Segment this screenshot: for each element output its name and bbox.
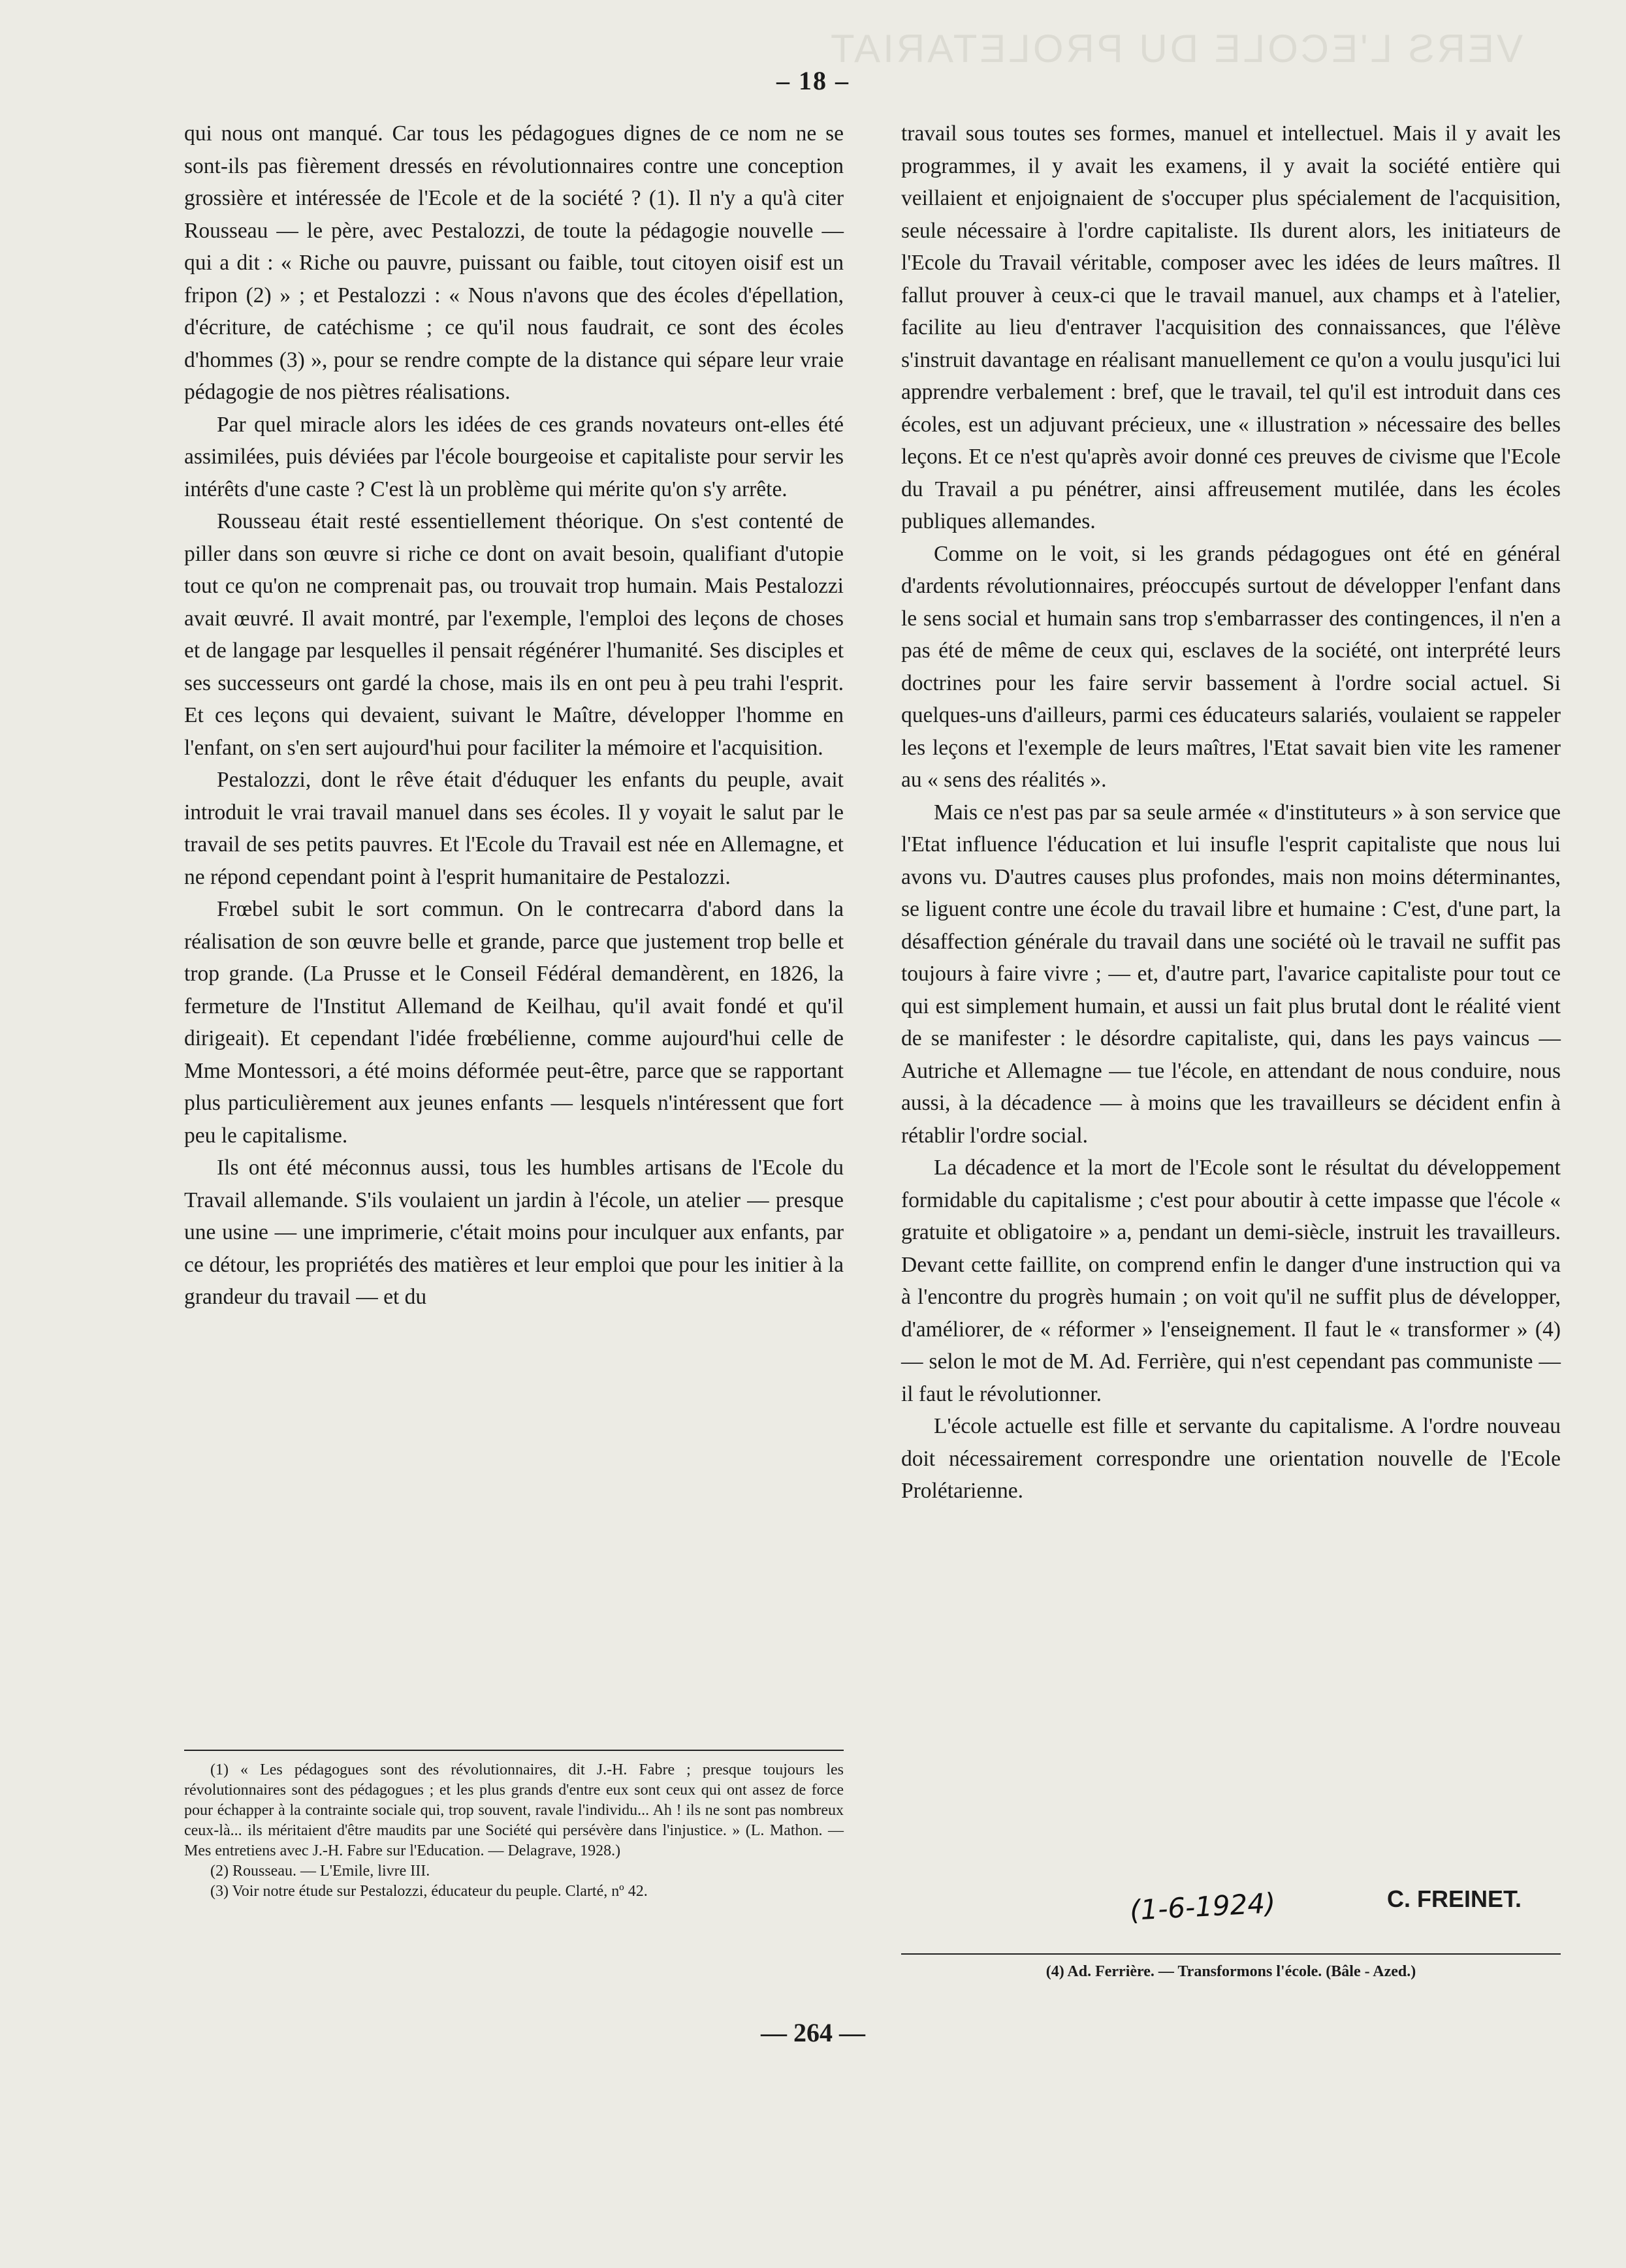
- footnote-3: (3) Voir notre étude sur Pestalozzi, éducateur du peuple. Clarté, nº 42.: [210, 1883, 648, 1900]
- signature-block: [901, 1885, 1561, 1938]
- left-footnotes: [184, 1750, 844, 1902]
- right-paragraph-1: travail sous toutes ses formes, manuel et intellectuel. Mais il y avait les programmes, il y avait les examens, il y avait la société entière qui veillaient et enjoignaient de s'occuper plus spécialement de l'acquisition, seule nécessaire à l'ordre capitaliste. Ils durent alors, les initiateurs de l'Ecole du Travail véritable, composer avec les idées de leurs maîtres. Il fallut prouver à ceux-ci que le travail manuel, aux champs et à l'atelier, facilite au lieu d'entraver l'acquisition des connaissances, que l'élève s'instruit davantage en réalisant manuellement ce qu'on a voulu jusqu'ici lui apprendre verbalement : bref, que le travail, tel qu'il est introduit dans ces écoles, est un adjuvant précieux, une « illustration » nécessaire des belles leçons. Et ce n'est qu'après avoir donné ces preuves de civisme que l'Ecole du Travail a pu pénétrer, ainsi affreusement mutilée, dans les écoles publiques allemandes.: [901, 121, 1561, 533]
- left-paragraph-2: Par quel miracle alors les idées de ces grands novateurs ont-elles été assimilées, puis déviées par l'école bourgeoise et capitaliste pour servir les intérêts d'une caste ? C'est là un problème qui mérite qu'on s'y arrête.: [184, 412, 844, 501]
- right-paragraph-3: Mais ce n'est pas par sa seule armée « d'instituteurs » à son service que l'Etat influence l'éducation et lui insufle l'esprit capitaliste que nous lui avons vu. D'autres causes plus profondes, mais non moins déterminantes, se liguent contre une école du travail libre et humaine : C'est, d'une part, la désaffection générale du travail dans une société où le travail ne suffit pas toujours à faire vivre ; — et, d'autre part, l'avarice capitaliste pour tout ce qui est simplement humain, et aussi un fait plus brutal dont le réalité vient de se manifester : le désordre capitaliste, qui, dans les pays vaincus — Autriche et Allemagne — tue l'école, en attendant de nous conduire, nous aussi, à la décadence — à moins que les travailleurs se décident enfin à rétablir l'ordre social.: [901, 800, 1561, 1148]
- right-column: [901, 118, 1561, 1507]
- footnote-4: (4) Ad. Ferrière. — Transformons l'école. (Bâle - Azed.): [901, 1953, 1561, 1982]
- left-paragraph-5: Frœbel subit le sort commun. On le contrecarra d'abord dans la réalisation de son œuvre belle et grande, parce que justement trop belle et trop grande. (La Prusse et le Conseil Fédéral demandèrent, en 1826, la fermeture de l'Institut Allemand de Keilhau, qu'il avait fondé et qu'il dirigeait). Et cependant l'idée frœbélienne, comme aujourd'hui celle de Mme Montessori, a été moins déformée peut-être, parce que se rapportant plus particulièrement aux jeunes enfants — lesquels n'intéressent que fort peu le capitalisme.: [184, 897, 844, 1148]
- footnote-1: (1) « Les pédagogues sont des révolutionnaires, dit J.-H. Fabre ; presque toujours les révolutionnaires sont des pédagogues ; et les plus grands d'entre eux sont ceux qui ont assez de force pour échapper à la contrainte sociale qui, trop souvent, ravale l'individu... Ah ! ils ne sont pas nombreux ceux-là... ils méritaient d'être maudits par une Société qui persévère dans l'injustice. » (L. Mathon. — Mes entretiens avec J.-H. Fabre sur l'Education. — Delagrave, 1928.): [184, 1761, 844, 1859]
- right-paragraph-5: L'école actuelle est fille et servante du capitalisme. A l'ordre nouveau doit nécessairement correspondre une orientation nouvelle de l'Ecole Prolétarienne.: [901, 1414, 1561, 1503]
- page-number-bottom: — 264 —: [761, 2018, 865, 2047]
- left-paragraph-6: Ils ont été méconnus aussi, tous les humbles artisans de l'Ecole du Travail allemande. S'ils voulaient un jardin à l'école, un atelier — presque une usine — une imprimerie, c'était moins pour inculquer aux enfants, par ce détour, les propriétés des matières et leur emploi que pour les initier à la grandeur du travail — et du: [184, 1156, 844, 1309]
- footnote-2: (2) Rousseau. — L'Emile, livre III.: [210, 1863, 430, 1880]
- author-name: C. FREINET.: [1386, 1885, 1522, 1912]
- right-paragraph-2: Comme on le voit, si les grands pédagogues ont été en général d'ardents révolutionnaires, préoccupés surtout de développer l'enfant dans le sens social et humain sans trop s'embarrasser des contingences, il n'en a pas été de même de ceux qui, esclaves de la société, ont interprété leurs doctrines pour les faire servir bassement à l'ordre social actuel. Si quelques-uns d'ailleurs, parmi ces éducateurs salariés, voulaient se rappeler les leçons et l'exemple de leurs maîtres, l'Etat savait bien vite les ramener au « sens des réalités ».: [901, 541, 1561, 792]
- left-paragraph-1: qui nous ont manqué. Car tous les pédagogues dignes de ce nom ne se sont-ils pas fièrement dressés en révolutionnaires contre une conception grossière et intéressée de l'Ecole et de la société ? (1). Il n'y a qu'à citer Rousseau — le père, avec Pestalozzi, de toute la pédagogie nouvelle — qui a dit : « Riche ou pauvre, puissant ou faible, tout citoyen oisif est un fripon (2) » ; et Pestalozzi : « Nous n'avons que des écoles d'épellation, d'écriture, de catéchisme ; ce qu'il nous faudrait, ce sont des écoles d'hommes (3) », pour se rendre compte de la distance qui sépare leur vraie pédagogie de nos piètres réalisations.: [184, 121, 844, 404]
- left-paragraph-3: Rousseau était resté essentiellement théorique. On s'est contenté de piller dans son œuvre si riche ce dont on avait besoin, qualifiant d'utopie tout ce qu'on ne comprenait pas, ou trouvait trop humain. Mais Pestalozzi avait œuvré. Il avait montré, par l'exemple, l'emploi des leçons de choses et de langage par lesquelles il pensait régénérer l'humanité. Ses disciples et ses successeurs ont gardé la chose, mais ils en ont peu à peu trahi l'esprit. Et ces leçons qui devaient, suivant le Maître, développer l'homme en l'enfant, on s'en sert aujourd'hui pour faciliter la mémoire et l'acquisition.: [184, 509, 844, 760]
- right-paragraph-4: La décadence et la mort de l'Ecole sont le résultat du développement formidable du capitalisme ; c'est pour aboutir à cette impasse que l'école « gratuite et obligatoire » a, pendant un demi-siècle, instruit les travailleurs. Devant cette faillite, on comprend enfin le danger d'une instruction qui va à l'encontre du progrès humain ; on voit qu'il ne suffit plus de développer, d'améliorer, de « réformer » l'enseignement. Il faut le « transformer » (4) — selon le mot de M. Ad. Ferrière, qui n'est cependant pas communiste — il faut le révolutionner.: [901, 1156, 1561, 1406]
- handwritten-date: (1-6-1924): [1128, 1887, 1277, 1927]
- page-number-top: – 18 –: [776, 66, 850, 95]
- left-column: [184, 118, 844, 1314]
- bleed-through-text: VERS L'ECOLE DU PROLETARIAT: [827, 27, 1523, 71]
- left-paragraph-4: Pestalozzi, dont le rêve était d'éduquer les enfants du peuple, avait introduit le vrai travail manuel dans ses écoles. Il y voyait le salut par le travail de ses petits pauvres. Et l'Ecole du Travail est née en Allemagne, et ne répond cependant point à l'esprit humanitaire de Pestalozzi.: [184, 768, 844, 889]
